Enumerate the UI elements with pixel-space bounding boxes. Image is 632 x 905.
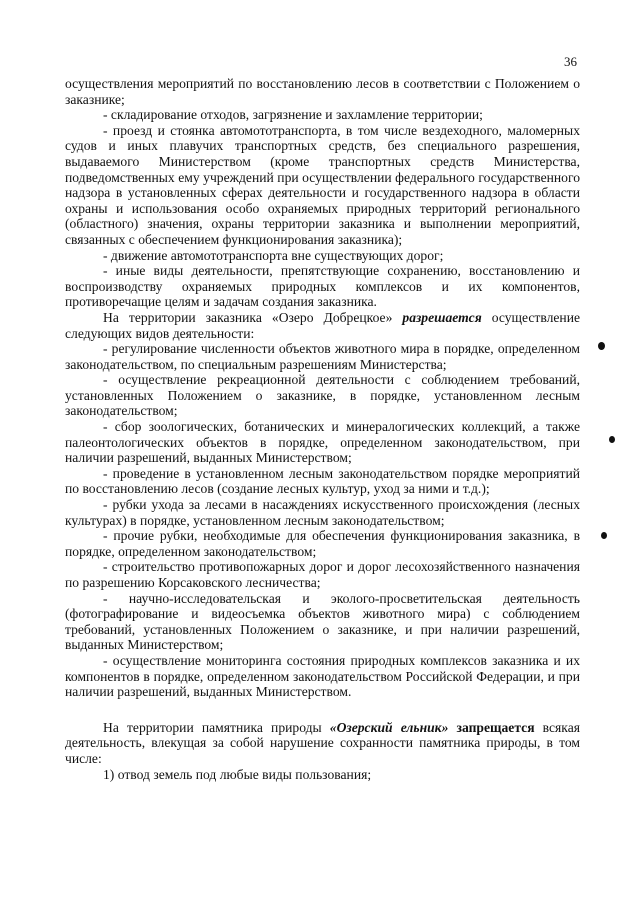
list-item: 1) отвод земель под любые виды пользования; [103, 766, 372, 782]
page-number: 36 [564, 54, 577, 69]
paragraph-permitted-intro [65, 310, 580, 341]
text-run: На территории памятника природы [103, 719, 330, 735]
list-item: - прочие рубки, необходимые для обеспечения функционирования заказника, в порядке, определенном законодательством; [65, 528, 580, 559]
paragraph-prohibited-intro [65, 720, 580, 767]
list-item: - иные виды деятельности, препятствующие сохранению, восстановлению и воспроизводству охраняемых природных комплексов и их компонентов, противоречащие целям и задачам создания заказника. [65, 263, 580, 310]
text-run [448, 720, 456, 735]
text-run: всякая деятельность, влекущая за собой нарушение сохранности памятника природы, в том числе: [65, 719, 580, 766]
list-item: - строительство противопожарных дорог и дорог лесохозяйственного назначения по разрешению Корсаковского лесничества; [65, 559, 580, 590]
punch-hole-mark [598, 342, 605, 350]
list-item: - сбор зоологических, ботанических и минералогических коллекций, а также палеонтологических объектов в порядке, определенном законодательством, при наличии разрешений, выданных Министерством; [65, 419, 580, 466]
list-item: - научно-исследовательская и эколого-просветительская деятельность (фотографирование и видеосъемка объектов животного мира) с соблюдением требований, установленных Положением о заказнике, и при наличии разрешений, выданных Министерством; [65, 590, 580, 653]
list-item: - осуществление рекреационной деятельности с соблюдением требований, установленных Положением о заказнике, в порядке, установленном лесным законодательством; [65, 372, 580, 419]
list-item: - рубки ухода за лесами в насаждениях искусственного происхождения (лесных культурах) в порядке, установленном лесным законодательством; [65, 497, 580, 528]
emphasis-monument-name: «Озерский ельник» [329, 719, 449, 735]
list-item: - складирование отходов, загрязнение и захламление территории; [103, 107, 483, 123]
emphasis-prohibited: запрещается [456, 719, 535, 735]
document-body [65, 76, 580, 782]
paragraph: осуществления мероприятий по восстановлению лесов в соответствии с Положением о заказнике; [65, 76, 580, 107]
list-item: - осуществление мониторинга состояния природных комплексов заказника и их компонентов в порядке, определенном законодательством Российской Федерации, и при наличии разрешений, выданных Министерством. [65, 652, 580, 700]
list-item: - движение автомототранспорта вне существующих дорог; [103, 247, 444, 263]
text-run: На территории заказника «Озеро Добрецкое» [103, 309, 403, 325]
emphasis-permitted: разрешается [402, 309, 482, 325]
list-item: - проезд и стоянка автомототранспорта, в том числе вездеходного, маломерных судов и иных плавучих транспортных средств, без специального разрешения, выдаваемого Министерством (кроме транспортных средств Министерства, подведомственных ему учреждений при осуществлении федерального государственного надзора в установленных сферах деятельности и государственного надзора в области охраны и использования особо охраняемых природных территорий регионального (областного) значения, охраны территории заказника и выполнении мероприятий, связанных с обеспечением функционирования заказника); [65, 122, 580, 247]
punch-hole-mark [601, 532, 607, 539]
list-item: - регулирование численности объектов животного мира в порядке, определенном законодательством, по специальным разрешениям Министерства; [65, 341, 580, 372]
punch-hole-mark [609, 436, 615, 443]
list-item: - проведение в установленном лесным законодательством порядке мероприятий по восстановлению лесов (создание лесных культур, уход за ними и т.д.); [65, 465, 580, 497]
text-run: осуществление следующих видов деятельности: [65, 309, 581, 341]
